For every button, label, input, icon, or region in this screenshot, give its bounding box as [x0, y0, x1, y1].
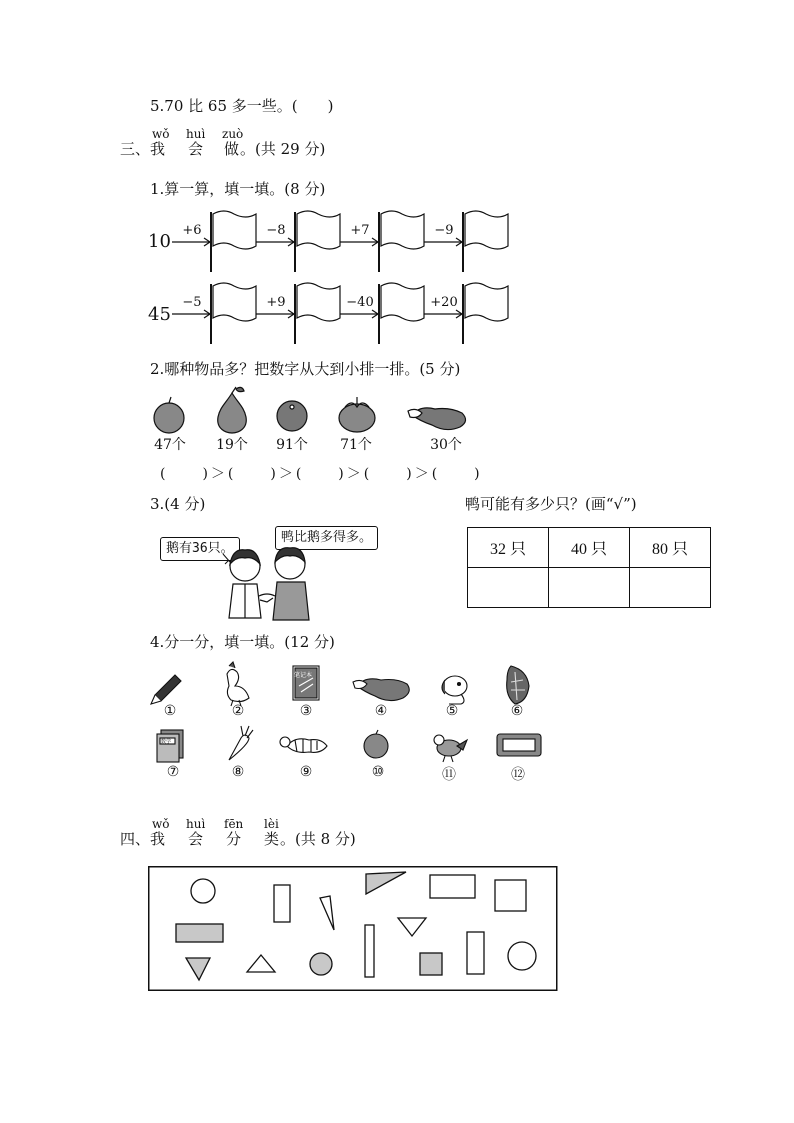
items-grid — [145, 660, 565, 765]
option-80: 80 只 — [630, 528, 711, 568]
label-6: ⑥ — [510, 703, 524, 719]
shapes-box — [148, 866, 558, 992]
option-32: 32 只 — [468, 528, 549, 568]
char-fen: 分 — [226, 830, 242, 848]
pinyin-hui-2: huì — [186, 817, 206, 831]
section-3-number: 三、 — [120, 140, 151, 158]
check-cell-32[interactable] — [468, 568, 549, 608]
pinyin-lei: lèi — [264, 817, 279, 831]
rectangle-shape-1 — [274, 885, 290, 922]
question-2-title: 2.哪种物品多？把数字从大到小排一排。(5 分) — [150, 360, 461, 378]
flag-chain-1-graphic — [0, 0, 794, 360]
label-11: ⑪ — [442, 767, 456, 783]
chain-1-op-3: +7 — [350, 223, 370, 238]
option-40: 40 只 — [549, 528, 630, 568]
char-wo: 我 — [150, 140, 166, 158]
chain-2-op-2: +9 — [266, 295, 286, 310]
question-4-title: 4.分一分，填一填。(12 分) — [150, 633, 335, 651]
circle-shape-2 — [310, 953, 332, 975]
label-4: ④ — [374, 703, 388, 719]
bird-icon — [434, 735, 467, 762]
chain-1-op-4: −9 — [434, 223, 454, 238]
fruit-row — [140, 385, 470, 435]
rectangle-shape-3 — [176, 924, 223, 942]
apple-icon — [364, 730, 388, 758]
check-cell-80[interactable] — [630, 568, 711, 608]
question-3-prompt: 鸭可能有多少只？(画“√”) — [465, 495, 637, 513]
circle-shape-1 — [191, 879, 215, 903]
boy-speech-bubble: 鸭比鹅多得多。 — [275, 526, 378, 550]
tiger-icon — [280, 737, 327, 752]
square-shape-1 — [495, 880, 526, 911]
count-eggplant: 30个 — [430, 437, 462, 453]
rooster-icon — [227, 662, 249, 706]
eggplant-icon — [408, 408, 466, 430]
question-3-title: 3.(4 分) — [150, 495, 206, 513]
rectangle-shape-4 — [365, 925, 374, 977]
label-10: ⑩ — [371, 764, 385, 780]
label-9: ⑨ — [299, 764, 313, 780]
flag-1-4 — [463, 211, 508, 272]
label-8: ⑧ — [231, 764, 245, 780]
book-icon — [157, 730, 183, 762]
pinyin-wo: wǒ — [152, 127, 170, 141]
char-zuo: 做 — [224, 140, 240, 158]
section-4-number: 四、 — [120, 830, 151, 848]
chain-2-op-1: −5 — [182, 295, 202, 310]
section-3-points: 。(共 29 分) — [240, 140, 326, 158]
count-pear: 19个 — [216, 437, 248, 453]
pear-icon — [218, 387, 247, 433]
flag-2-3 — [379, 283, 424, 344]
label-7: ⑦ — [166, 764, 180, 780]
rectangle-shape-2 — [430, 875, 475, 898]
chain-2-op-3: −40 — [346, 295, 374, 310]
count-orange: 91个 — [276, 437, 308, 453]
chain-1-start: 10 — [148, 231, 171, 252]
flag-2-1 — [211, 283, 256, 344]
flag-1-3 — [379, 211, 424, 272]
girl-speech-bubble: 鹅有36只。 — [160, 537, 240, 561]
flag-1-1 — [211, 211, 256, 272]
label-2: ② — [231, 703, 245, 719]
tomato-icon — [339, 397, 375, 432]
rectangle-shape-5 — [467, 932, 484, 974]
book-cover-text: 数学 — [161, 739, 172, 745]
char-wo-2: 我 — [150, 830, 166, 848]
flag-1-2 — [295, 211, 340, 272]
puppy-icon — [442, 676, 467, 704]
eggplant-icon — [353, 679, 409, 701]
count-tomato: 71个 — [340, 437, 372, 453]
flag-2-2 — [295, 283, 340, 344]
square-shape-2 — [420, 953, 442, 975]
children-illustration — [215, 540, 325, 625]
label-5: ⑤ — [445, 703, 459, 719]
check-cell-40[interactable] — [549, 568, 630, 608]
chain-2-op-4: +20 — [430, 295, 458, 310]
apple-icon — [154, 397, 184, 433]
char-lei: 类 — [264, 830, 280, 848]
eraser-icon — [497, 734, 541, 756]
pen-icon — [151, 675, 181, 704]
chain-1-op-2: −8 — [266, 223, 286, 238]
section-4-points: 。(共 8 分) — [280, 830, 356, 848]
pinyin-zuo: zuò — [222, 127, 244, 141]
label-12: ⑫ — [511, 767, 525, 783]
char-hui-2: 会 — [188, 830, 204, 848]
label-3: ③ — [299, 703, 313, 719]
pinyin-hui: huì — [186, 127, 206, 141]
radish-icon — [229, 726, 253, 760]
flag-2-4 — [463, 283, 508, 344]
label-1: ① — [163, 703, 177, 719]
cabbage-icon — [507, 666, 529, 704]
chain-1-op-1: +6 — [182, 223, 202, 238]
orange-icon — [277, 401, 307, 431]
order-blanks[interactable]: ( )＞( )＞( )＞( )＞( ) — [160, 466, 483, 482]
char-hui: 会 — [188, 140, 204, 158]
count-apple: 47个 — [154, 437, 186, 453]
question-1-title: 1.算一算，填一填。(8 分) — [150, 180, 326, 198]
pinyin-fen: fēn — [224, 817, 244, 831]
pinyin-wo-2: wǒ — [152, 817, 170, 831]
circle-shape-3 — [508, 942, 536, 970]
duck-options-table — [467, 527, 711, 608]
chain-2-start: 45 — [148, 304, 171, 325]
question-5: 5.70 比 65 多一些。( ) — [150, 97, 334, 115]
notebook-cover-text: 笔记本 — [294, 672, 313, 679]
